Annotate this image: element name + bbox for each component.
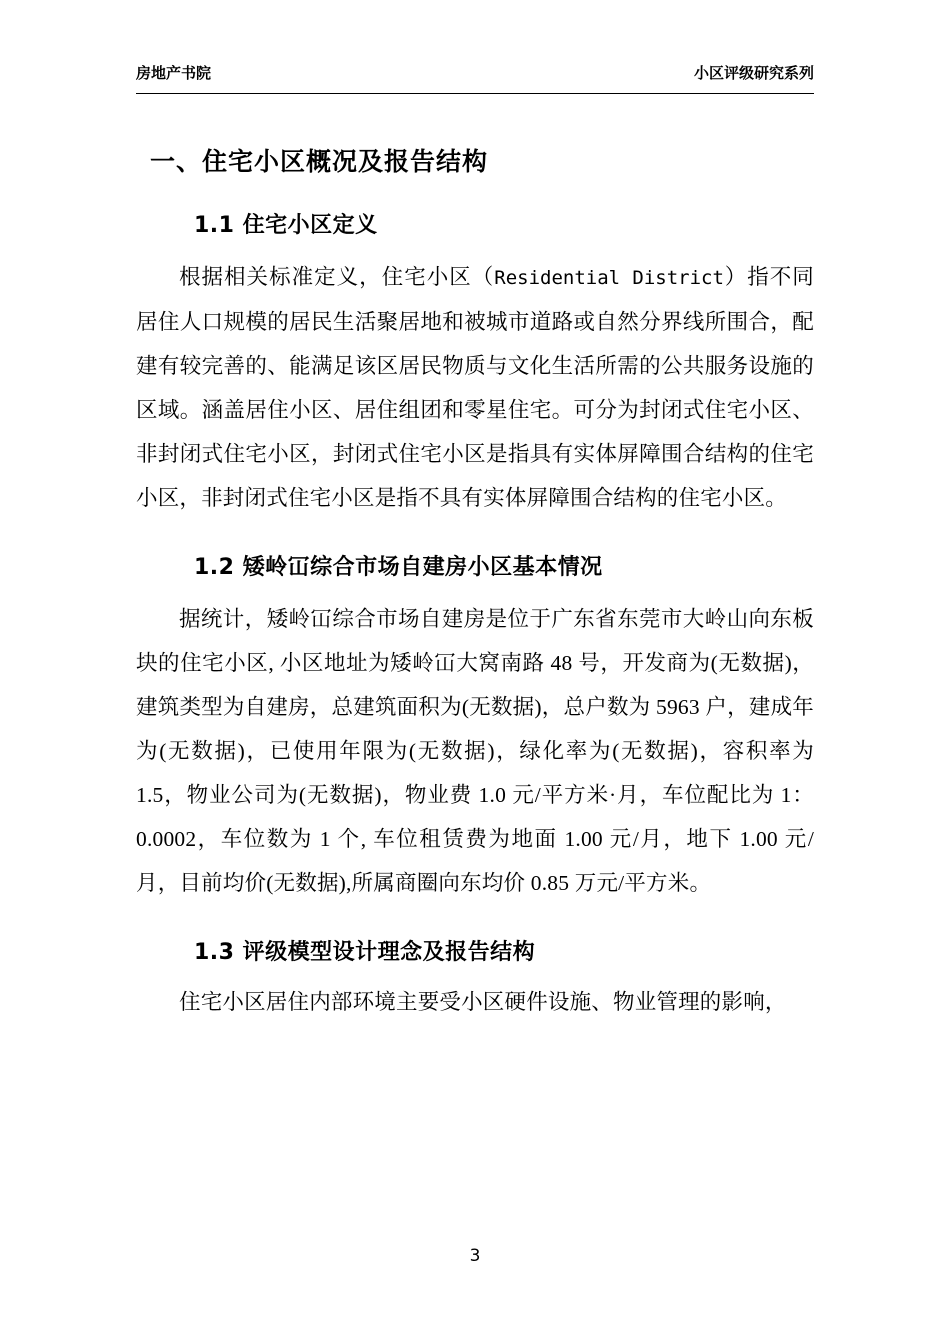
paragraph-1-2: 据统计，矮岭冚综合市场自建房是位于广东省东莞市大岭山向东板块的住宅小区, 小区地址为矮岭冚大窝南路 48 号，开发商为(无数据)，建筑类型为自建房，总建筑面积为(无数据)，总户数为 5963 户，建成年为(无数据)，已使用年限为(无数据)，绿化率为(无数据)，容积率为 1.5，物业公司为(无数据)，物业费 1.0 元/平方米·月，车位配比为 1：0.0002，车位数为 1 个, 车位租赁费为地面 1.00 元/月，地下 1.00 元/月，目前均价(无数据),所属商圈向东均价 0.85 万元/平方米。: [136, 607, 814, 895]
subsection-heading-1-3: 1.3 评级模型设计理念及报告结构: [194, 940, 536, 965]
page-number: 3: [469, 1246, 481, 1266]
paragraph-1-1-prefix: 根据相关标准定义，住宅小区（: [179, 265, 495, 289]
header-divider: [136, 93, 814, 94]
paragraph-1-1-suffix: ）指不同居住人口规模的居民生活聚居地和被城市道路或自然分界线所围合，配建有较完善的、能满足该区居民物质与文化生活所需的公共服务设施的区域。涵盖居住小区、居住组团和零星住宅。可分为封闭式住宅小区、非封闭式住宅小区，封闭式住宅小区是指具有实体屏障围合结构的住宅小区，非封闭式住宅小区是指不具有实体屏障围合结构的住宅小区。: [136, 265, 814, 510]
subsection-heading-1-1: 1.1 住宅小区定义: [194, 213, 378, 238]
section-heading-1: 一、住宅小区概况及报告结构: [150, 147, 489, 176]
paragraph-1-1-latin-term: Residential District: [494, 267, 724, 289]
subsection-heading-1-2: 1.2 矮岭冚综合市场自建房小区基本情况: [194, 555, 603, 580]
header-right-text: 小区评级研究系列: [693, 64, 814, 82]
paragraph-1-1: [136, 239, 814, 520]
header-left-text: 房地产书院: [136, 64, 212, 82]
page-header: [136, 62, 814, 92]
document-content: [136, 128, 814, 1024]
paragraph-1-3: 住宅小区居住内部环境主要受小区硬件设施、物业管理的影响，: [179, 990, 787, 1014]
